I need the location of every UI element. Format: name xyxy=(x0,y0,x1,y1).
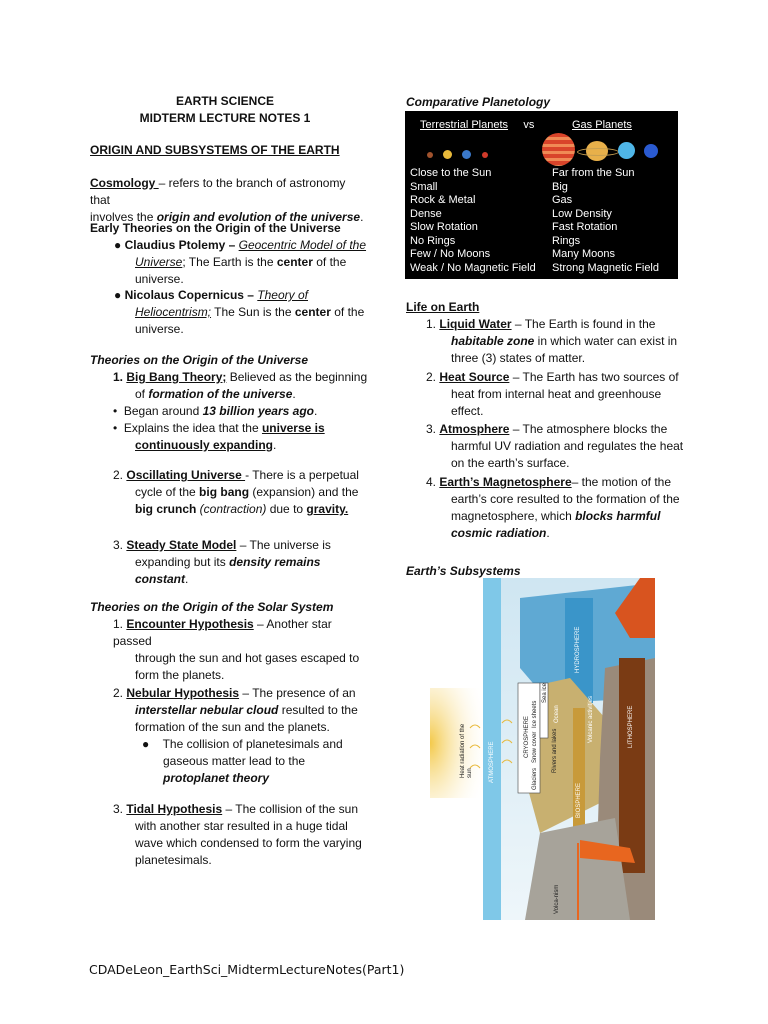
rivers-lakes-label: Rivers and lakes xyxy=(552,728,558,773)
oscillating-item: 2. Oscillating Universe - There is a perpetual cycle of the big bang (expansion) and the big crunch (contraction) due to gravity. xyxy=(113,468,359,516)
big-bang-item: 1. Big Bang Theory; Believed as the beginning of formation of the universe. xyxy=(113,370,368,401)
ice-sheets-label: Ice sheets xyxy=(532,700,538,728)
gas-row: Fast Rotation xyxy=(552,221,618,233)
doc-subtitle: MIDTERM LECTURE NOTES 1 xyxy=(139,111,311,125)
nebular-item: 2. Nebular Hypothesis – The presence of an interstellar nebular cloud resulted to the formation of the sun and the planets. ● The collision of planetesimals and gaseous matter lead to the protoplanet theory xyxy=(113,686,358,785)
lithosphere-band xyxy=(619,658,645,873)
terrestrial-row: Close to the Sun xyxy=(410,167,492,179)
comparative-heading: Comparative Planetology xyxy=(406,95,551,109)
hydrosphere-label: HYDROSPHERE xyxy=(575,626,581,673)
copernicus-item: ● Nicolaus Copernicus – Theory of Heliocentrism; The Sun is the center of the universe. xyxy=(114,288,365,336)
tidal-item: 3. Tidal Hypothesis – The collision of the sun with another star resulted in a huge tidal wave which condensed to form the varying planetesimals. xyxy=(113,802,362,867)
gas-row: Gas xyxy=(552,194,573,206)
early-theories-heading: Early Theories on the Origin of the Universe xyxy=(90,221,341,235)
gas-row: Many Moons xyxy=(552,248,615,260)
bullet-icon: • xyxy=(113,404,118,418)
sea-ice-label: Sea ice xyxy=(542,682,548,703)
document-footer: CDADeLeon_EarthSci_MidtermLectureNotes(Part1) xyxy=(89,962,405,977)
gas-row: Strong Magnetic Field xyxy=(552,261,659,274)
gas-column xyxy=(552,167,659,275)
explains-item: • Explains the idea that the universe is continuously expanding. xyxy=(113,421,325,452)
terrestrial-row: Weak / No Magnetic Field xyxy=(410,261,536,274)
document-header xyxy=(90,93,360,127)
bullet-icon: ● xyxy=(114,288,122,302)
ptolemy-item: ● Claudius Ptolemy – Geocentric Model of the Universe; The Earth is the center of the universe. xyxy=(114,238,367,286)
terrestrial-column xyxy=(410,167,536,275)
volcanism-label: Volca-nism xyxy=(554,884,560,914)
mercury-icon xyxy=(427,152,433,158)
theories-universe-heading: Theories on the Origin of the Universe xyxy=(90,353,309,367)
earth-icon xyxy=(462,150,471,159)
gas-row: Big xyxy=(552,180,568,193)
mars-icon xyxy=(482,152,488,158)
terrestrial-row: Few / No Moons xyxy=(410,248,491,260)
biosphere-label: BIOSPHERE xyxy=(576,782,582,818)
terrestrial-row: Slow Rotation xyxy=(410,221,478,233)
bullet-icon: • xyxy=(113,421,118,435)
jupiter-icon xyxy=(542,133,575,166)
section-heading-origin: ORIGIN AND SUBSYSTEMS OF THE EARTH xyxy=(90,143,340,157)
bullet-icon: ● xyxy=(142,737,150,751)
cryosphere-label: CRYOSPHERE xyxy=(524,716,530,758)
doc-title: EARTH SCIENCE xyxy=(175,94,274,108)
planetology-table xyxy=(405,111,678,279)
life-heading: Life on Earth xyxy=(406,300,480,314)
lithosphere-label: LITHOSPHERE xyxy=(628,705,634,748)
glaciers-label: Glaciers xyxy=(532,767,538,790)
terrestrial-row: Small xyxy=(410,180,438,193)
cosmology-term: Cosmology xyxy=(90,176,159,190)
steady-state-item: 3. Steady State Model – The universe is expanding but its density remains constant. xyxy=(113,538,331,586)
terrestrial-row: Dense xyxy=(410,207,442,220)
magnetosphere-item: 4. Earth’s Magnetosphere– the motion of the earth’s core resulted to the formation of the magnetosphere, which blocks harmful cosmic radiation. xyxy=(426,475,680,540)
venus-icon xyxy=(443,150,452,159)
gas-row: Rings xyxy=(552,234,581,247)
vs-label: vs xyxy=(523,119,535,131)
liquid-water-item: 1. Liquid Water – The Earth is found in the habitable zone in which water can exist in three (3) states of matter. xyxy=(426,317,678,365)
earth-subsystems-diagram xyxy=(430,578,655,920)
atmosphere-label: ATMOSPHERE xyxy=(489,741,495,783)
terrestrial-header: Terrestrial Planets xyxy=(420,119,509,131)
encounter-item: 1. Encounter Hypothesis – Another star passed through the sun and hot gases escaped to form the planets. xyxy=(113,617,360,682)
bullet-icon: ● xyxy=(114,238,122,252)
gas-row: Low Density xyxy=(552,207,612,220)
subsystems-heading: Earth’s Subsystems xyxy=(406,564,521,578)
heat-source-item: 2. Heat Source – The Earth has two sources of heat from internal heat and greenhouse effect. xyxy=(426,370,679,418)
gas-header: Gas Planets xyxy=(572,119,632,131)
uranus-icon xyxy=(618,142,635,159)
theories-solar-heading: Theories on the Origin of the Solar System xyxy=(90,600,334,614)
gas-row: Far from the Sun xyxy=(552,167,635,179)
atmosphere-item: 3. Atmosphere – The atmosphere blocks the harmful UV radiation and regulates the heat on the earth’s surface. xyxy=(426,422,684,470)
ocean-label: Ocean xyxy=(554,705,560,723)
cosmology-definition: Cosmology – refers to the branch of astronomy that involves the origin and evolution of the universe. xyxy=(90,176,364,224)
terrestrial-row: No Rings xyxy=(410,234,456,247)
snow-cover-label: Snow cover xyxy=(532,731,538,763)
began-item: • Began around 13 billion years ago. xyxy=(113,404,318,418)
saturn-ring-icon xyxy=(577,148,619,156)
neptune-icon xyxy=(644,144,658,158)
heat-radiation-label: Heat radiation of the sun xyxy=(460,723,473,778)
terrestrial-row: Rock & Metal xyxy=(410,194,476,206)
volcanic-label: Volcanic activities xyxy=(588,695,594,743)
